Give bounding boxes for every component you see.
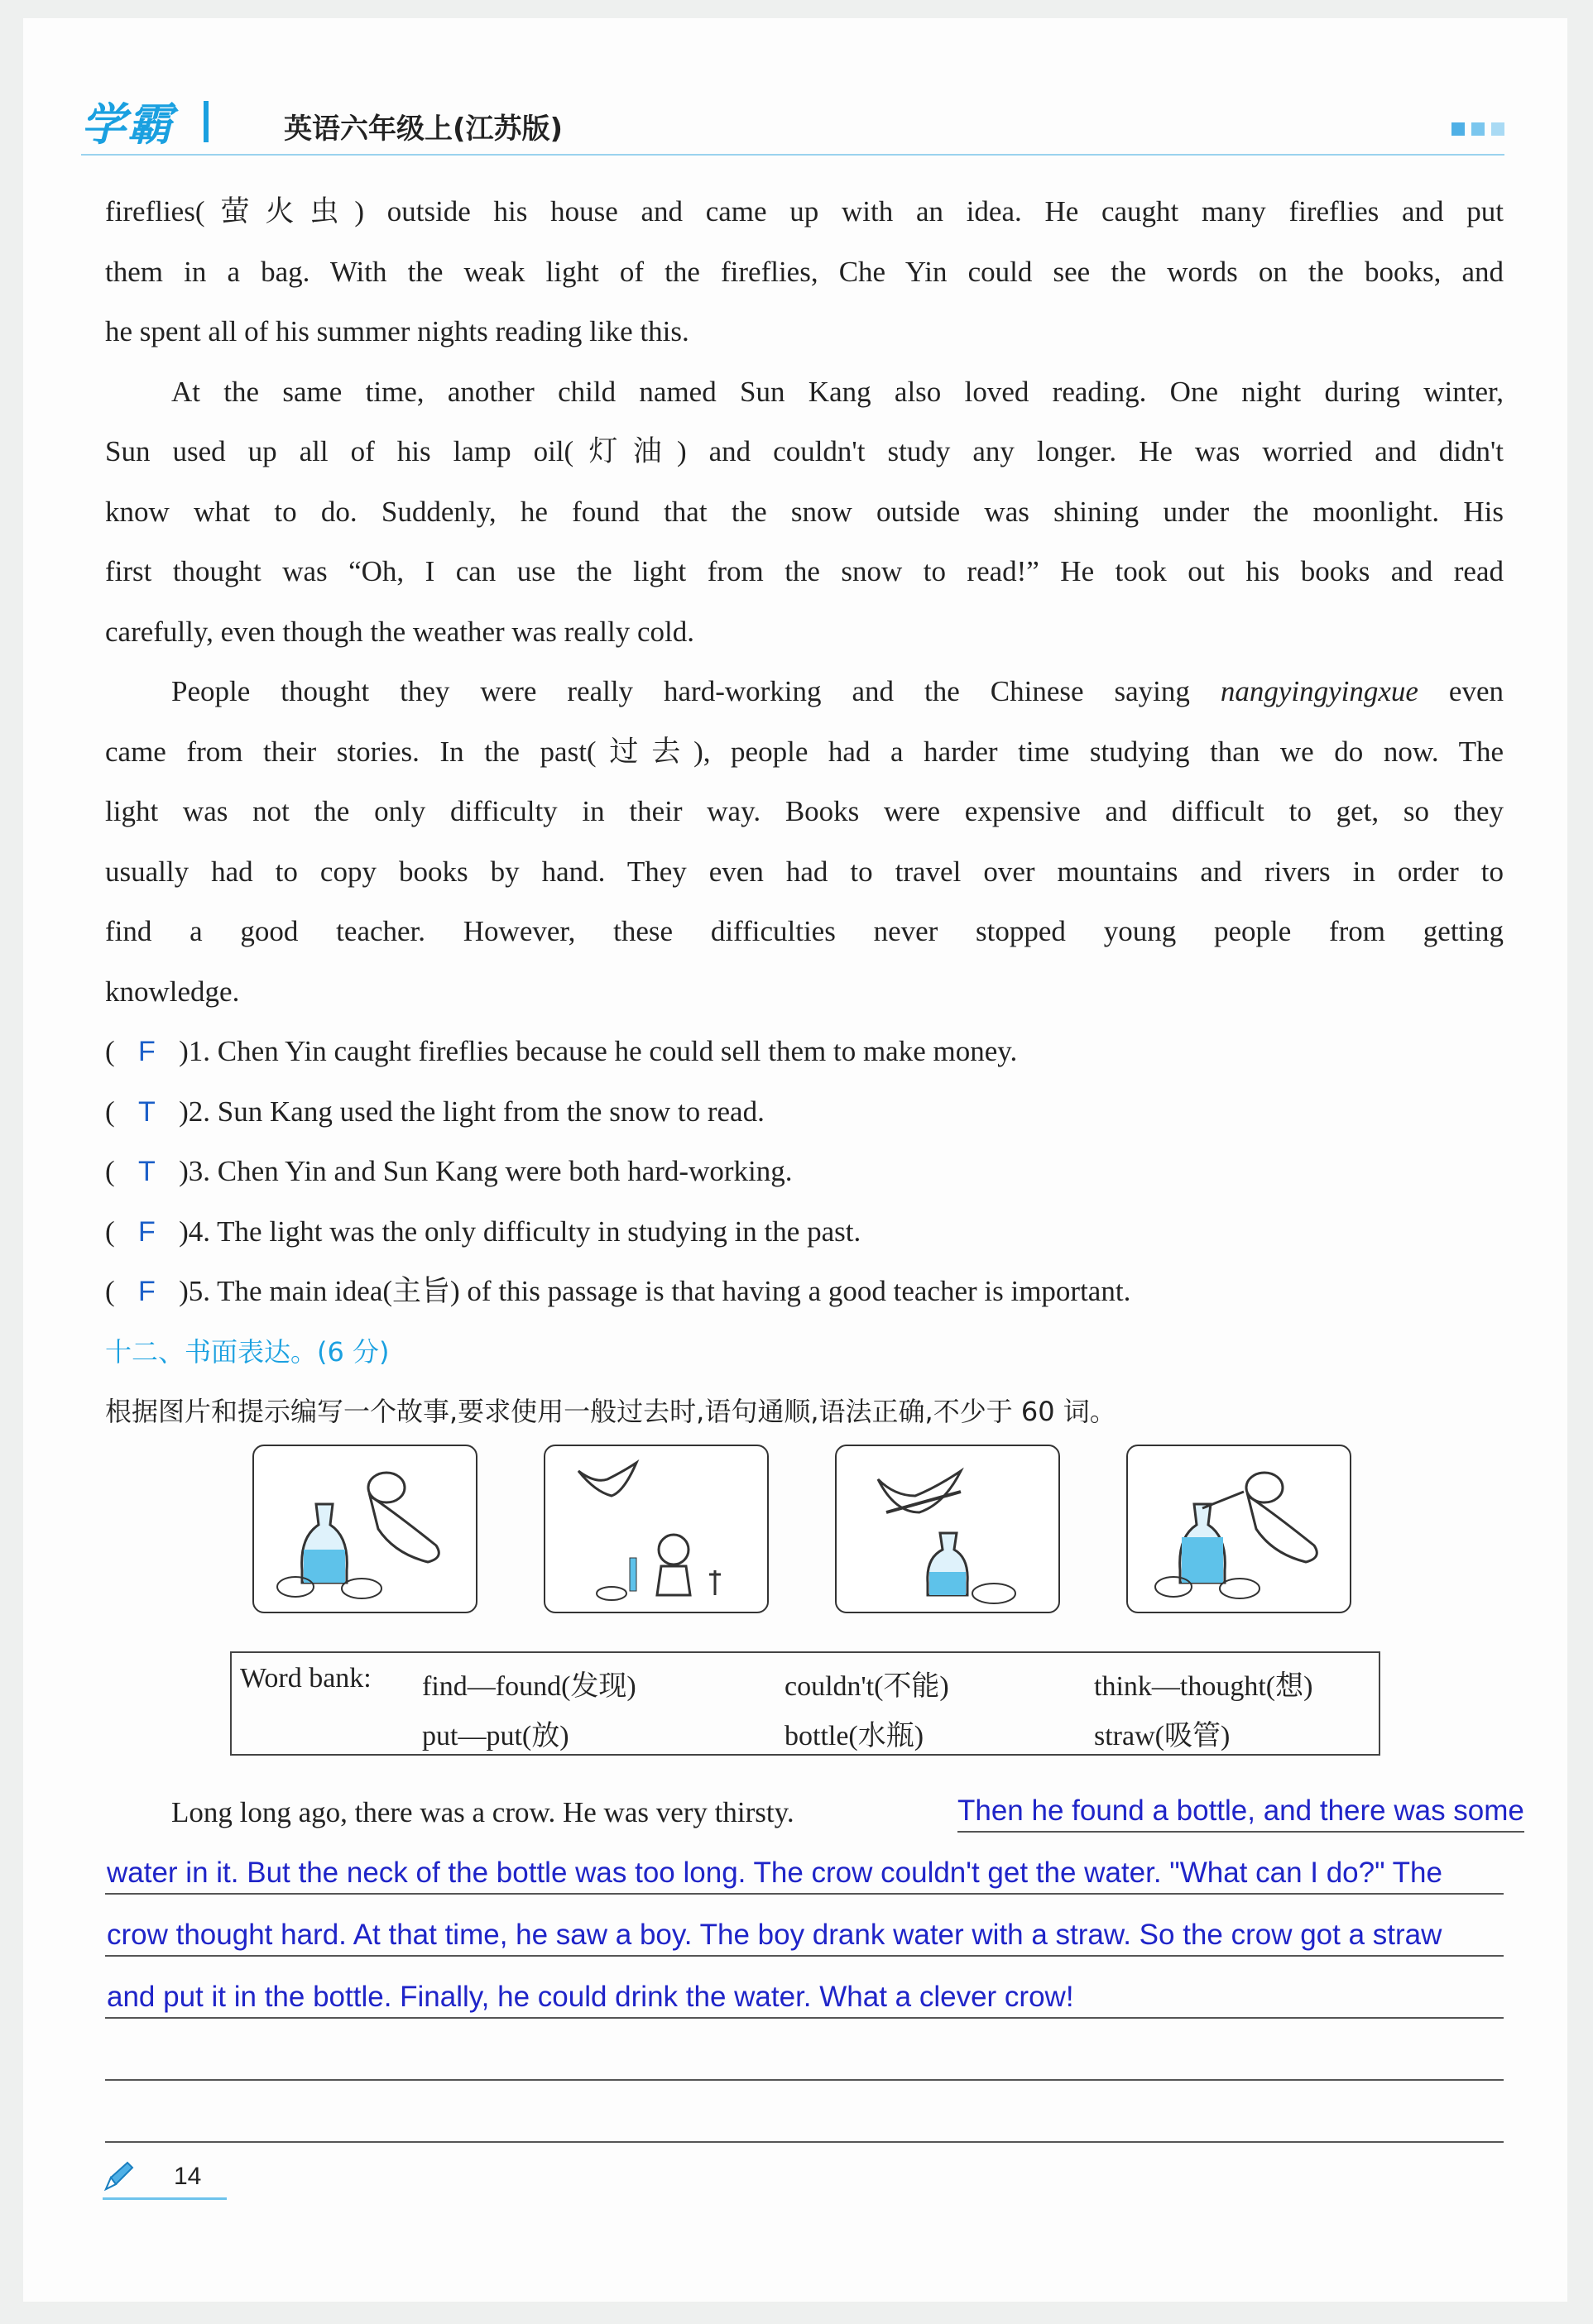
section-title: 十二、书面表达。(6 分) bbox=[105, 1335, 390, 1368]
question-item: ( F )1. Chen Yin caught fireflies because he could sell them to make money. bbox=[105, 1022, 1504, 1082]
passage-line: At the same time, another child named Sun Kang also loved reading. One night during winter, bbox=[171, 375, 1504, 408]
answer-line bbox=[105, 1772, 1524, 1833]
writing-answer bbox=[105, 1772, 1524, 2143]
passage-line: first thought was “Oh, I can use the light from the snow to read!” He took out his books and read bbox=[105, 555, 1504, 587]
answer-mark: T bbox=[138, 1156, 156, 1187]
crow-drinking-picture bbox=[1126, 1445, 1351, 1613]
handwritten-text: crow thought hard. At that time, he saw a boy. The boy drank water with a straw. So the crow got a straw bbox=[107, 1919, 1442, 1951]
crow-straw-picture bbox=[835, 1445, 1060, 1613]
question-item: ( F )4. The light was the only difficulty in studying in the past. bbox=[105, 1202, 1504, 1263]
answer-mark: F bbox=[138, 1215, 156, 1248]
answer-line bbox=[105, 1895, 1504, 1957]
logo-divider bbox=[204, 101, 209, 142]
passage-line: light was not the only difficulty in their way. Books were expensive and difficult to get, so they bbox=[105, 795, 1504, 827]
passage-line: knowledge. bbox=[105, 975, 240, 1008]
section-instruction: 根据图片和提示编写一个故事,要求使用一般过去时,语句通顺,语法正确,不少于 60 词。 bbox=[105, 1395, 1116, 1427]
answer-line bbox=[105, 1957, 1504, 2019]
word-bank-item: bottle(水瓶) bbox=[785, 1721, 924, 1751]
brand-logo: 学霸 bbox=[81, 98, 174, 151]
passage-line: came from their stories. In the past(过去), people had a harder time studying than we do now. The bbox=[105, 735, 1504, 768]
page-number: 14 bbox=[174, 2163, 202, 2190]
true-false-questions bbox=[105, 1022, 1504, 1322]
picture-strip bbox=[252, 1445, 1353, 1610]
word-bank-item: put—put(放) bbox=[422, 1721, 569, 1751]
answer-mark: F bbox=[138, 1276, 156, 1307]
handwritten-text: and put it in the bottle. Finally, he could drink the water. What a clever crow! bbox=[107, 1981, 1074, 2013]
word-bank-label: Word bank: bbox=[240, 1663, 372, 1694]
story-opening: Long long ago, there was a crow. He was very thirsty. bbox=[171, 1796, 794, 1828]
footer-rule bbox=[103, 2197, 227, 2200]
passage-line: find a good teacher. However, these difficulties never stopped young people from getting bbox=[105, 915, 1504, 947]
answer-mark: T bbox=[138, 1095, 156, 1128]
passage-line: fireflies(萤火虫) outside his house and came up with an idea. He caught many fireflies and put bbox=[105, 195, 1504, 228]
crow-boy-picture bbox=[544, 1445, 769, 1613]
question-item: ( T )2. Sun Kang used the light from the snow to read. bbox=[105, 1082, 1504, 1143]
header-squares-icon bbox=[1445, 122, 1504, 140]
question-item: ( T )3. Chen Yin and Sun Kang were both hard-working. bbox=[105, 1142, 1504, 1202]
passage-line: know what to do. Suddenly, he found that the snow outside was shining under the moonlight. His bbox=[105, 495, 1504, 528]
book-title: 英语六年级上(江苏版) bbox=[284, 113, 564, 146]
passage-line: he spent all of his summer nights reading like this. bbox=[105, 315, 689, 347]
word-bank-item: find—found(发现) bbox=[422, 1671, 636, 1702]
pencil-icon bbox=[103, 2159, 136, 2192]
answer-line bbox=[105, 2081, 1504, 2143]
word-bank-item: couldn't(不能) bbox=[785, 1671, 949, 1702]
page-header bbox=[81, 89, 1504, 156]
handwritten-text: water in it. But the neck of the bottle was too long. The crow couldn't get the water. "What can I do?" The bbox=[107, 1857, 1442, 1889]
word-bank-item: think—thought(想) bbox=[1094, 1671, 1313, 1702]
passage-line: People thought they were really hard-working and the Chinese saying nangyingyingxue even bbox=[171, 675, 1504, 707]
answer-mark: F bbox=[138, 1036, 156, 1067]
passage-line: usually had to copy books by hand. They even had to travel over mountains and rivers in order to bbox=[105, 855, 1504, 888]
word-bank-item: straw(吸管) bbox=[1094, 1721, 1231, 1751]
question-item: ( F )5. The main idea(主旨) of this passage is that having a good teacher is important. bbox=[105, 1262, 1504, 1322]
crow-bottle-picture bbox=[252, 1445, 477, 1613]
passage-line: them in a bag. With the weak light of the fireflies, Che Yin could see the words on the books, and bbox=[105, 255, 1504, 288]
pinyin-saying: nangyingyingxue bbox=[1220, 675, 1418, 707]
handwritten-text: Then he found a bottle, and there was some bbox=[957, 1795, 1524, 1833]
header-rule bbox=[81, 154, 1504, 156]
word-bank bbox=[230, 1651, 1380, 1756]
answer-line bbox=[105, 1833, 1504, 1895]
reading-passage bbox=[105, 182, 1504, 1441]
passage-line: carefully, even though the weather was really cold. bbox=[105, 615, 695, 648]
passage-line: Sun used up all of his lamp oil(灯油) and couldn't study any longer. He was worried and didn't bbox=[105, 435, 1504, 467]
answer-line bbox=[105, 2019, 1504, 2081]
